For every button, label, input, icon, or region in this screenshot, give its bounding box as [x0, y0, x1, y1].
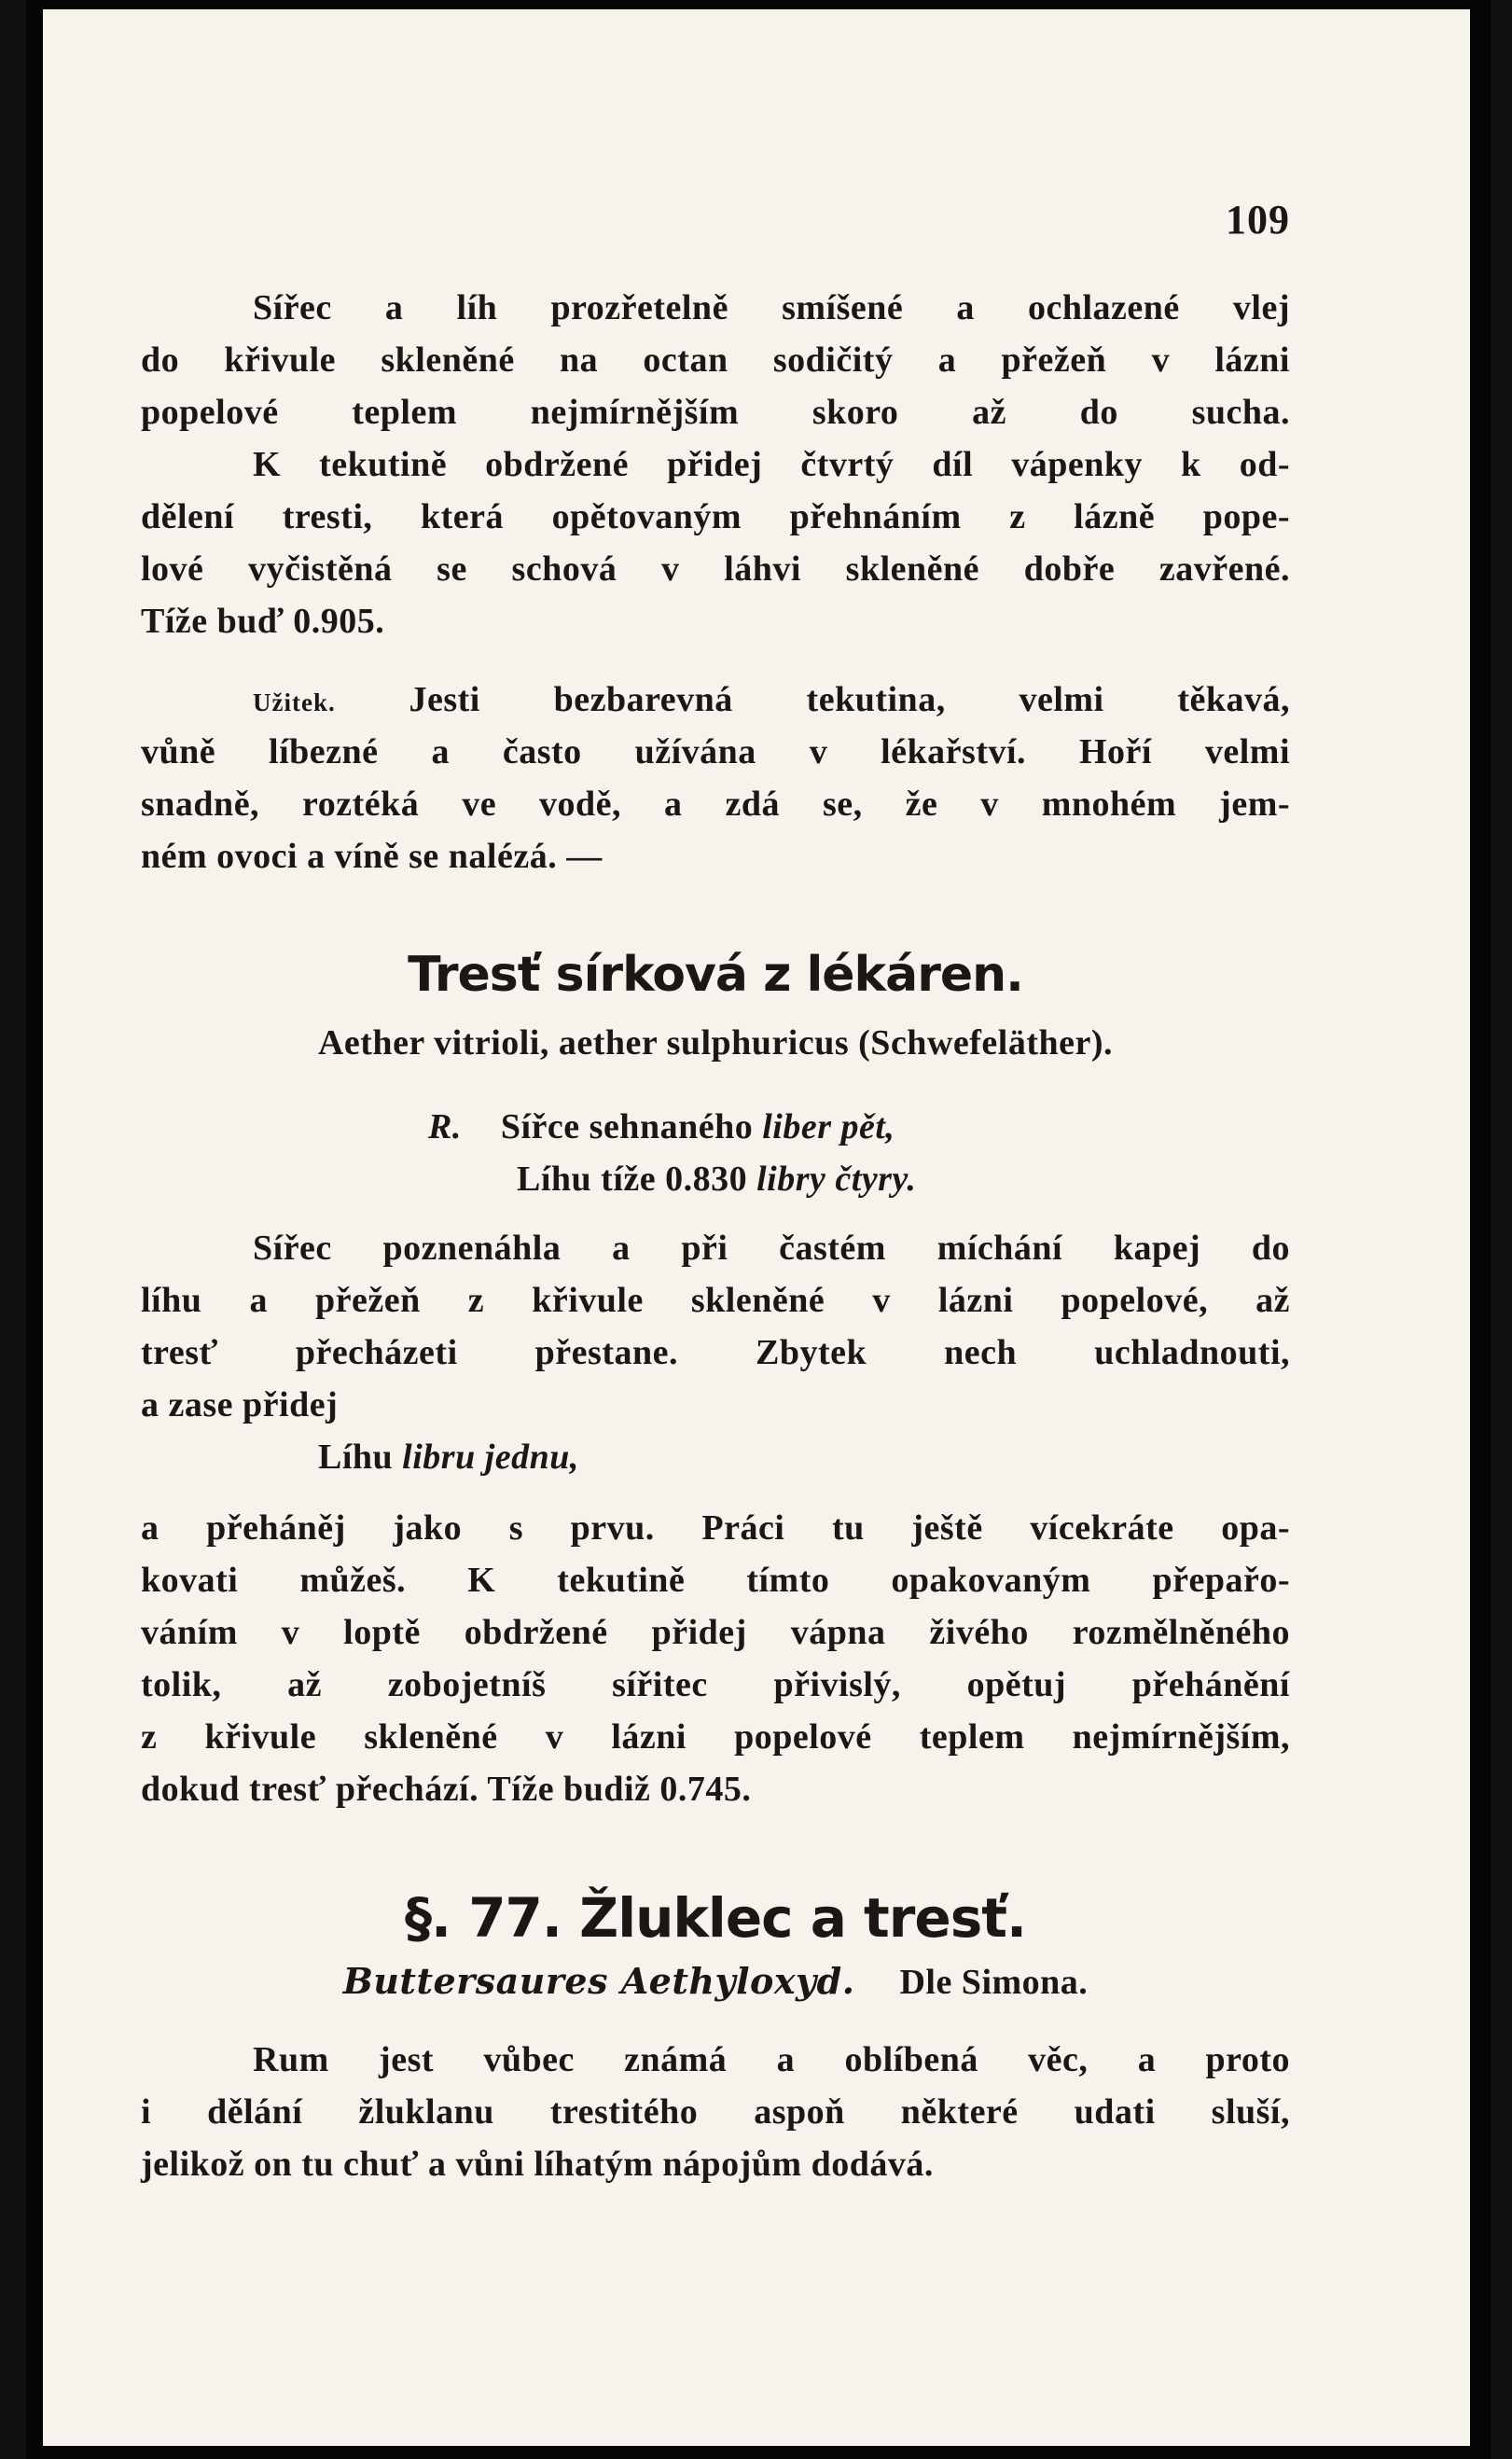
text-line	[141, 1431, 1290, 1483]
text-line: vůně líbezné a často užívána v lékařství. Hoří velmi	[141, 732, 1290, 771]
text-line: váním v loptě obdržené přidej vápna živého rozmělněného	[141, 1613, 1290, 1652]
paragraph-4	[141, 2034, 1290, 2190]
text-line: i dělání žluklanu trestitého aspoň některé udati sluší,	[141, 2092, 1290, 2132]
text-line: a zase přidej	[141, 1385, 339, 1424]
page-number: 109	[1226, 197, 1290, 243]
text-line: líhu a přežeň z křivule skleněné v lázni popelové, až	[141, 1281, 1290, 1320]
source-attribution: Dle Simona.	[899, 1963, 1089, 2002]
libru-b: libru jednu,	[402, 1438, 579, 1477]
german-name: Buttersaures Aethyloxyd.	[342, 1960, 855, 2002]
text-line: ném ovoci a víně se nalézá. —	[141, 837, 603, 876]
aether-subtitle	[141, 1017, 1290, 1069]
paragraph-2	[141, 1222, 1290, 1483]
uzitek-paragraph	[141, 674, 1290, 882]
recipe-ingredient: Líhu tíže 0.830	[517, 1160, 748, 1199]
text-line: tolik, až zobojetníš sířitec přivislý, opětuj přehánění	[141, 1665, 1290, 1704]
scan-border	[26, 0, 1491, 2459]
recipe-amount: libry čtyry.	[756, 1160, 917, 1199]
uzitek-first-text: Jesti bezbarevná tekutina, velmi těkavá,	[409, 680, 1290, 719]
libru-a: Líhu	[318, 1438, 394, 1477]
recipe-r-label: R.	[428, 1107, 462, 1146]
text-line: Sířec a líh prozřetelně smíšené a ochlazené vlej	[253, 288, 1290, 327]
paragraph-1	[141, 282, 1290, 647]
text-line: z křivule skleněné v lázni popelové teplem nejmírnějším,	[141, 1717, 1290, 1757]
recipe-amount: liber pět,	[762, 1107, 895, 1146]
text-line: dělení tresti, která opětovaným přehnáním z lázně pope-	[141, 497, 1290, 536]
book-page	[43, 9, 1470, 2446]
text-line: do křivule skleněné na octan sodičitý a přežeň v lázni	[141, 340, 1290, 380]
text-line: popelové teplem nejmírnějším skoro až do sucha.	[141, 393, 1290, 432]
text-line: dokud tresť přechází. Tíže budiž 0.745.	[141, 1770, 752, 1809]
section-heading-77: §. 77. Žluklec a tresť.	[404, 1886, 1027, 1950]
recipe-line-1	[141, 1101, 1290, 1153]
section-heading-tresť-sírková: Tresť sírková z lékáren.	[408, 947, 1023, 1003]
text-line	[141, 674, 1290, 726]
text-line: jelikož on tu chuť a vůni líhatým nápojům dodává.	[141, 2145, 934, 2184]
text-line: Sířec poznenáhla a při častém míchání kapej do	[253, 1229, 1290, 1268]
text-line: lové vyčistěná se schová v láhvi skleněné dobře zavřené.	[141, 549, 1290, 589]
recipe-ingredient: Sířce sehnaného	[500, 1107, 754, 1146]
text-line: K tekutině obdržené přidej čtvrtý díl vápenky k od-	[253, 445, 1290, 484]
text-line	[141, 1955, 1290, 2007]
text-line: snadně, roztéká ve vodě, a zdá se, že v mnohém jem-	[141, 785, 1290, 824]
text-line: a přeháněj jako s prvu. Práci tu ještě vícekráte opa-	[141, 1508, 1290, 1548]
text-line: Rum jest vůbec známá a oblíbená věc, a proto	[253, 2040, 1290, 2079]
text-line: kovati můžeš. K tekutině tímto opakovaným přepařo-	[141, 1561, 1290, 1600]
recipe	[141, 1101, 1290, 1205]
uzitek-label: Užitek.	[253, 688, 336, 716]
paragraph-3	[141, 1502, 1290, 1815]
text-line: Tíže buď 0.905.	[141, 602, 385, 641]
recipe-line-2	[141, 1153, 1290, 1205]
text-line: tresť přecházeti přestane. Zbytek nech uchladnouti,	[141, 1333, 1290, 1372]
butter-subtitle	[141, 1955, 1290, 2007]
text-line: Aether vitrioli, aether sulphuricus (Schwefeläther).	[317, 1023, 1114, 1063]
